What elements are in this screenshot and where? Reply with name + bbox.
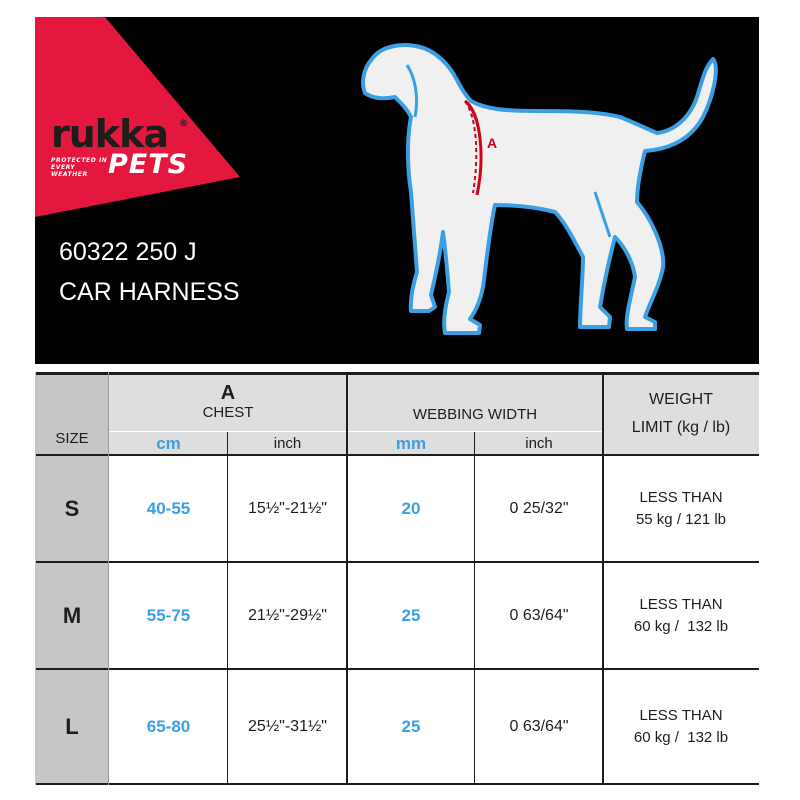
table-row-s-size xyxy=(35,455,109,562)
chest-header-cell xyxy=(109,372,347,432)
weight-header-cell xyxy=(603,372,759,455)
webbing-inch-value: 0 63/64" xyxy=(509,606,569,624)
table-cell xyxy=(603,669,759,785)
weight-value-line2: 60 kg / 132 lb xyxy=(633,617,729,635)
weight-header-line1: WEIGHT xyxy=(649,390,713,408)
table-cell xyxy=(347,669,475,785)
product-banner xyxy=(35,17,759,364)
weight-value-line2: 60 kg / 132 lb xyxy=(633,729,729,746)
unit-row-divider xyxy=(109,431,603,432)
size-table xyxy=(35,372,759,785)
chest-inch-value: 25½"-31½" xyxy=(248,718,327,735)
registered-mark: ® xyxy=(179,119,188,129)
table-cell xyxy=(475,562,603,669)
chest-letter: A xyxy=(220,382,236,404)
size-label: M xyxy=(62,602,82,628)
weight-value-line2: 55 kg / 121 lb xyxy=(635,510,727,528)
table-cell xyxy=(109,562,228,669)
chest-cm-value: 55-75 xyxy=(146,605,191,625)
table-cell xyxy=(228,562,347,669)
table-row-l-size xyxy=(35,669,109,785)
row-divider xyxy=(35,561,759,563)
weight-value-line1: LESS THAN xyxy=(639,488,723,506)
table-cell xyxy=(228,669,347,785)
webbing-unit-mm: mm xyxy=(395,433,427,453)
logo-tagline: PROTECTED IN EVERY WEATHER xyxy=(51,157,108,178)
webbing-inch-value: 0 63/64" xyxy=(509,718,569,735)
chest-unit-cm: cm xyxy=(156,433,181,453)
logo-sub-brand: PETS xyxy=(108,149,189,180)
chest-inch-value: 21½"-29½" xyxy=(248,606,327,624)
chest-inch-cell xyxy=(228,432,347,455)
weight-header-line2: LIMIT (kg / lb) xyxy=(631,418,731,436)
webbing-mm-value: 25 xyxy=(401,717,421,736)
chest-label: CHEST xyxy=(202,404,254,421)
table-cell xyxy=(475,669,603,785)
size-label: L xyxy=(65,714,79,739)
table-row-m-size xyxy=(35,562,109,669)
webbing-inch-cell xyxy=(475,432,603,455)
col-divider xyxy=(602,372,604,785)
product-name: CAR HARNESS xyxy=(59,278,240,306)
table-cell xyxy=(228,455,347,562)
table-cell xyxy=(603,455,759,562)
size-header-cell xyxy=(35,372,109,455)
weight-value-line1: LESS THAN xyxy=(639,707,723,724)
col-divider xyxy=(227,432,228,785)
webbing-unit-inch: inch xyxy=(525,435,553,452)
col-divider xyxy=(346,372,348,785)
table-cell xyxy=(475,455,603,562)
size-label: S xyxy=(64,495,80,521)
webbing-mm-cell xyxy=(347,432,475,455)
chest-inch-value: 15½"-21½" xyxy=(248,499,327,517)
size-col-divider xyxy=(108,372,109,785)
logo-wordmark: rukka xyxy=(51,112,168,156)
chest-cm-cell xyxy=(109,432,228,455)
table-cell xyxy=(347,455,475,562)
table-bottom-border xyxy=(35,783,759,785)
chest-cm-value: 65-80 xyxy=(146,717,191,736)
header-divider xyxy=(35,454,759,456)
webbing-header-cell xyxy=(347,372,603,432)
table-cell xyxy=(603,562,759,669)
table-top-border xyxy=(35,372,759,375)
chest-unit-inch: inch xyxy=(273,435,302,452)
dog-outline-icon xyxy=(363,45,716,333)
weight-value-line1: LESS THAN xyxy=(639,595,723,613)
table-cell xyxy=(109,455,228,562)
measure-label: A xyxy=(487,135,498,151)
webbing-inch-value: 0 25/32" xyxy=(509,499,569,517)
table-cell xyxy=(109,669,228,785)
dog-illustration xyxy=(35,17,759,364)
chest-cm-value: 40-55 xyxy=(146,498,191,518)
table-cell xyxy=(347,562,475,669)
table-left-edge xyxy=(35,372,36,785)
size-header: SIZE xyxy=(55,430,89,447)
webbing-label: WEBBING WIDTH xyxy=(412,406,538,423)
webbing-mm-value: 20 xyxy=(401,498,421,518)
row-divider xyxy=(35,668,759,670)
col-divider xyxy=(474,432,475,785)
webbing-mm-value: 25 xyxy=(401,605,421,625)
product-code: 60322 250 J xyxy=(59,238,197,266)
